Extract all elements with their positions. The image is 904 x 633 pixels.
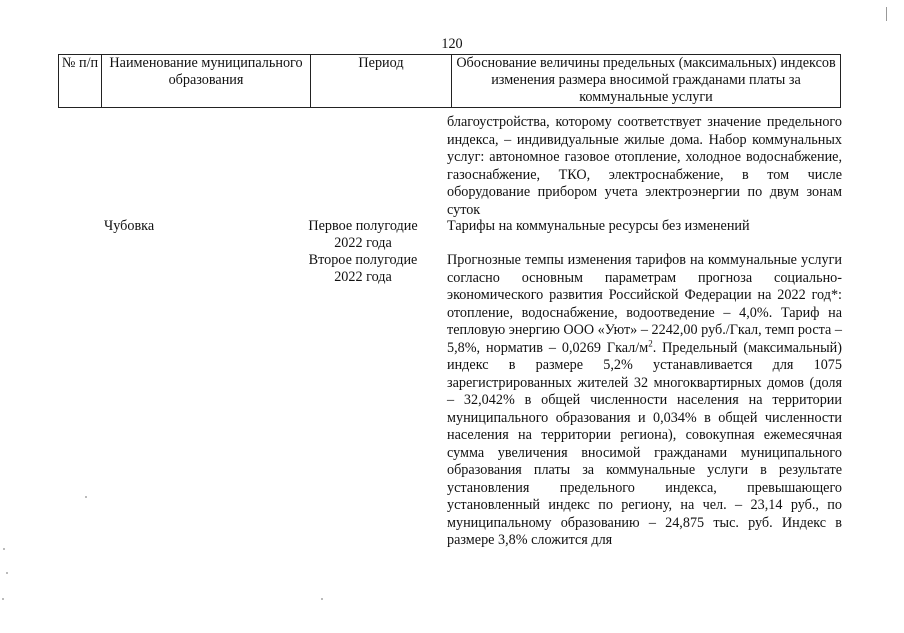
scan-artifact (6, 572, 8, 574)
scan-artifact (321, 598, 323, 600)
period-second-half-text (447, 252, 842, 550)
page-number: 120 (441, 36, 463, 52)
period-first-half: Первое полугодие 2022 года (308, 218, 418, 251)
municipality-name: Чубовка (104, 218, 155, 234)
header-justification: Обоснование величины предельных (максимальных) индексов изменения размера вносимой гражданами платы за коммунальные услуги (452, 55, 841, 108)
scan-edge-mark (886, 7, 887, 21)
table-header (58, 54, 841, 108)
header-number: № п/п (59, 55, 102, 108)
justification-part-b: . Предельный (максимальный) индекс в размере 5,2% устанавливается для 1075 зарегистрированных жителей 32 многоквартирных домов (доля – 32,042% в общей численности населения на территории муниципального образования и 0,034% в общей численности населения на территории региона), совокупная ежемесячная сумма увеличения вносимой гражданами муниципального образования платы за коммунальные услуги в результате установления предельного индекса, превышающего установленный индекс по региону, на чел. – 23,14 руб., по муниципальному образованию – 24,875 тыс. руб. Индекс в размере 3,8% сложится для (447, 339, 842, 548)
continuation-text: благоустройства, которому соответствует значение предельного индекса, – индивидуальные жилые дома. Набор коммунальных услуг: автономное газовое отопление, холодное водоснабжение, газоснабжение, ТКО, электроснабжение, в том числе оборудование прибором учета электроэнергии по двум зонам суток (447, 114, 842, 218)
period-second-half: Второе полугодие 2022 года (308, 252, 418, 285)
scan-artifact (3, 548, 5, 550)
superscript-exponent: 2 (648, 337, 653, 348)
scan-artifact (2, 598, 4, 600)
scan-artifact (85, 496, 87, 498)
header-municipality: Наименование муниципального образования (102, 55, 311, 108)
header-period: Период (311, 55, 452, 108)
period-first-half-text: Тарифы на коммунальные ресурсы без изменений (447, 218, 750, 234)
justification-part-a: Прогнозные темпы изменения тарифов на коммунальные услуги согласно основным параметрам прогноза социально-экономического развития Российской Федерации на 2022 год*: отопление, водоснабжение, водоотведение – 4,0%. Тариф на тепловую энергию ООО «Уют» – 2242,00 руб./Гкал, темп роста – 5,8%, норматив – 0,0269 Гкал/м (447, 252, 842, 356)
